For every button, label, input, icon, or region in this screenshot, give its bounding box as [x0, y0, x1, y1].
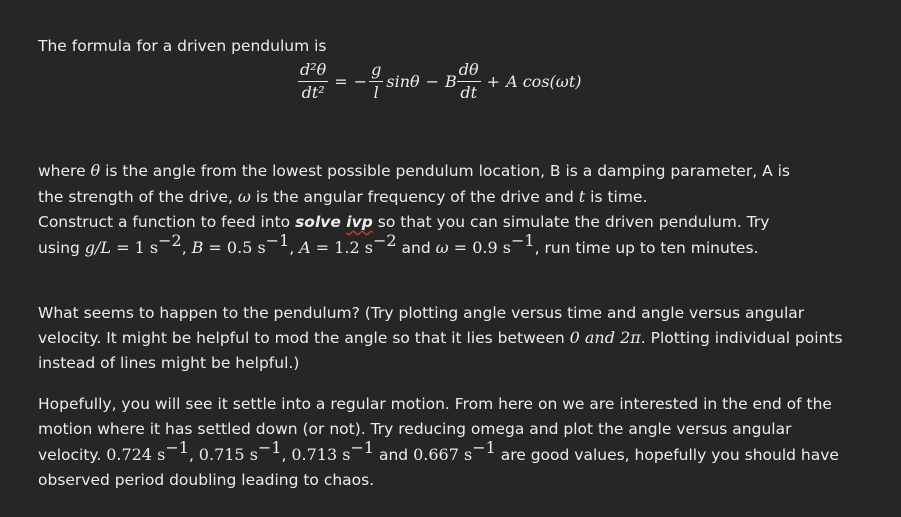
text: the strength of the drive, [38, 188, 238, 206]
paragraph-line: instead of lines might be helpful.) [38, 354, 300, 372]
exponent: −1 [511, 230, 535, 250]
intro-text: The formula for a driven pendulum is [38, 37, 327, 55]
paragraph-line: Hopefully, you will see it settle into a regular motion. From here on we are interested in the end of the [38, 395, 832, 413]
paragraph-line: motion where it has settled down (or not). Try reducing omega and plot the angle versus angular [38, 420, 792, 438]
fraction-numerator: g [369, 60, 383, 82]
text: are good values, hopefully you should have [495, 446, 839, 464]
text: , [181, 239, 192, 257]
paragraph-line: What seems to happen to the pendulum? (Try plotting angle versus time and angle versus angular [38, 304, 805, 322]
a-symbol: A [299, 238, 311, 257]
g-over-l-fraction [369, 60, 383, 103]
exponent: −1 [472, 437, 496, 457]
paragraph-line [38, 230, 759, 260]
drive-term: A cos(ωt) [506, 72, 582, 91]
plus-sign: + [486, 72, 501, 91]
text: . Plotting individual points [640, 329, 843, 347]
text: velocity. It might be helpful to mod the angle so that it lies between [38, 329, 570, 347]
t-symbol: t [578, 187, 586, 206]
theta-symbol: θ [90, 161, 101, 180]
exponent: −2 [158, 230, 182, 250]
paragraph-line: observed period doubling leading to chaos. [38, 471, 375, 489]
minus-sign: − [353, 72, 368, 91]
text: so that you can simulate the driven pendulum. Try [372, 213, 770, 231]
text: where [38, 162, 91, 180]
damping-symbol: B [445, 72, 457, 91]
equals-sign: = [334, 72, 348, 91]
value: 0.667 s [413, 445, 473, 464]
paragraph-line [38, 437, 839, 467]
value: = 0.5 s [203, 238, 266, 257]
text: , run time up to ten minutes. [534, 239, 759, 257]
value: = 1 s [111, 238, 159, 257]
text: is time. [585, 188, 648, 206]
first-derivative-fraction [457, 60, 481, 103]
omega-symbol: ω [237, 187, 251, 206]
value: = 0.9 s [448, 238, 511, 257]
paragraph-line [38, 185, 647, 209]
text: is the angular frequency of the drive and [250, 188, 579, 206]
text: , [188, 446, 199, 464]
paragraph-line [38, 159, 790, 183]
minus-sign: − [425, 72, 440, 91]
paragraph-line [38, 210, 769, 234]
solve-keyword: solve [295, 213, 341, 231]
fraction-denominator: dt² [301, 83, 325, 102]
text: Construct a function to feed into [38, 213, 296, 231]
value: 0.713 s [291, 445, 351, 464]
exponent: −1 [257, 437, 282, 457]
omega-symbol: ω [435, 238, 449, 257]
text: , [281, 446, 292, 464]
fraction-numerator: dθ [457, 60, 481, 82]
fraction-denominator: l [373, 83, 379, 102]
value: 0.715 s [198, 445, 258, 464]
range-math: 0 and 2π [569, 328, 641, 347]
text: , [289, 239, 300, 257]
fraction-numerator: d²θ [298, 60, 328, 82]
fraction-denominator: dt [460, 83, 478, 102]
text: is the angle from the lowest possible pendulum location, B is a damping parameter, A is [100, 162, 790, 180]
g-over-l-symbol: g/L [84, 238, 112, 257]
exponent: −2 [373, 230, 397, 250]
second-derivative-fraction [298, 60, 328, 103]
sine-term: sinθ [386, 72, 420, 91]
b-symbol: B [191, 238, 204, 257]
ivp-keyword: ivp [346, 213, 373, 231]
exponent: −1 [350, 437, 375, 457]
text: and [396, 239, 436, 257]
exponent: −1 [265, 230, 290, 250]
paragraph-line [38, 326, 843, 350]
text: using [38, 239, 85, 257]
exponent: −1 [165, 437, 189, 457]
value: 0.724 s [106, 445, 166, 464]
value: = 1.2 s [310, 238, 374, 257]
pendulum-equation [298, 60, 581, 103]
text: velocity. [38, 446, 107, 464]
text: and [374, 446, 414, 464]
